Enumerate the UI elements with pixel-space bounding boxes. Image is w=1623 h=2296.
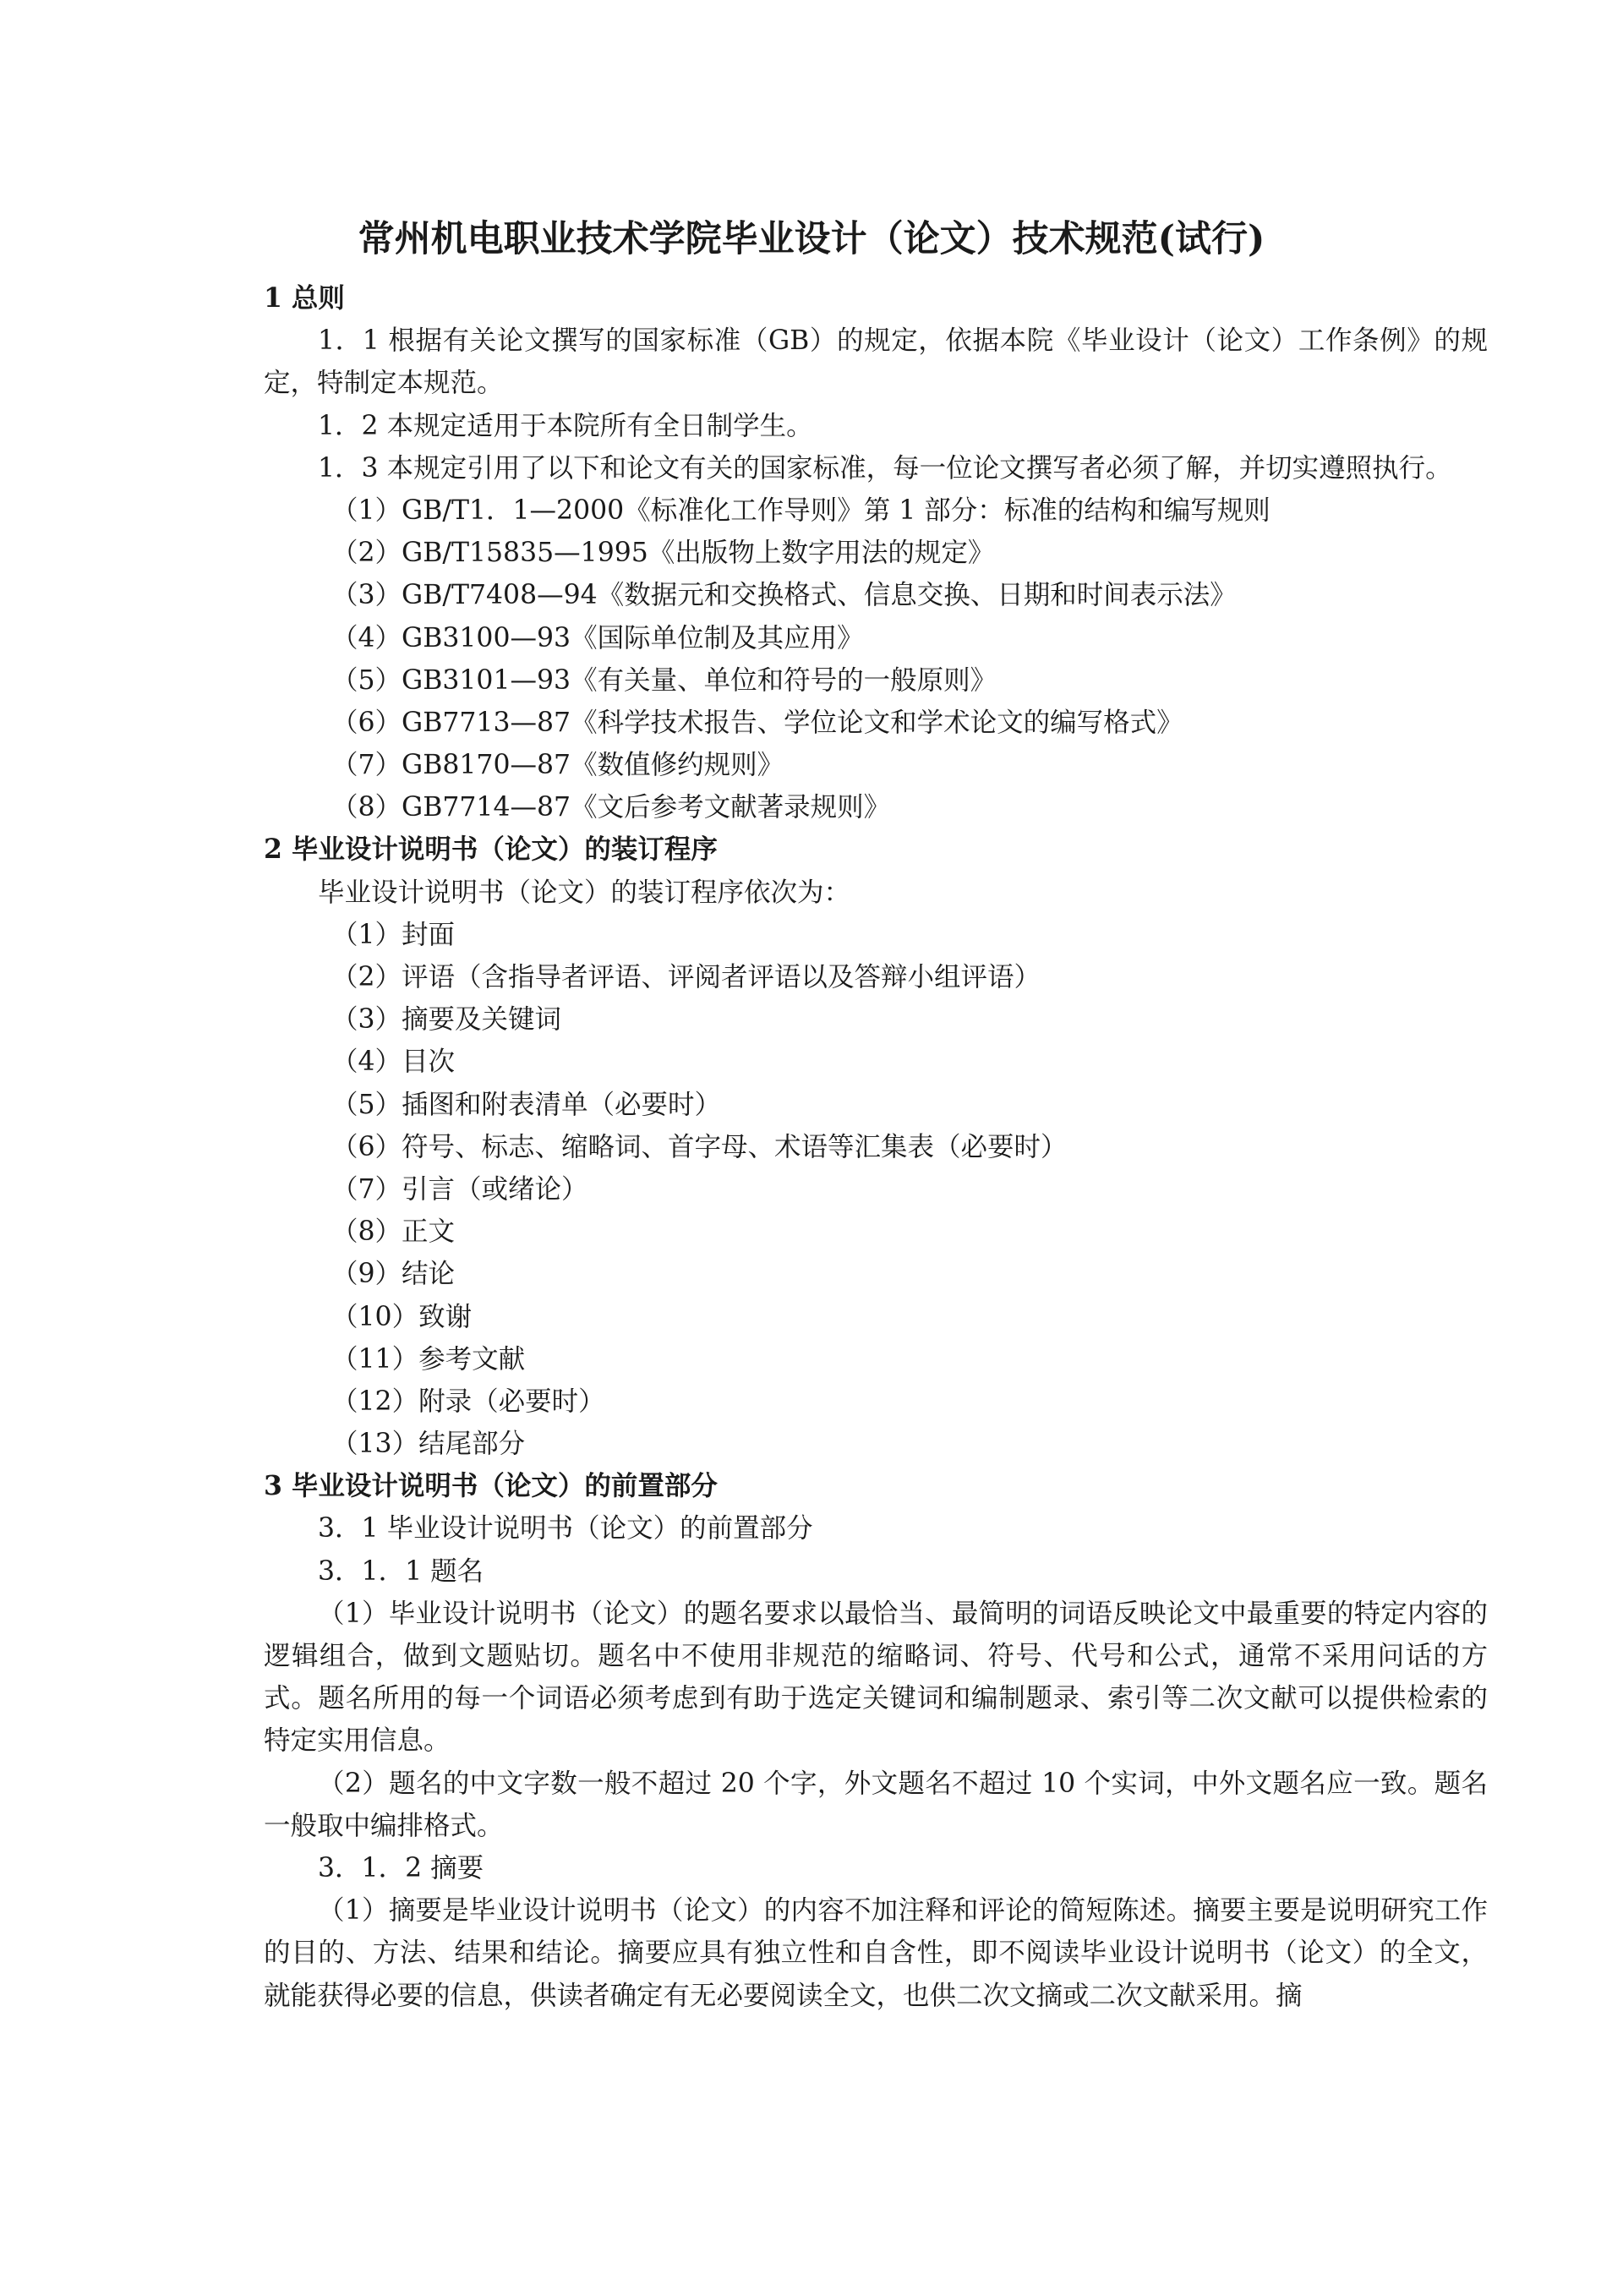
section-3-heading: 3 毕业设计说明书（论文）的前置部分: [264, 1470, 718, 1502]
binding-item: （3）摘要及关键词: [331, 1004, 562, 1036]
binding-item: （11）参考文献: [331, 1343, 526, 1375]
standard-item: （6）GB7713—87《科学技术报告、学位论文和学术论文的编写格式》: [331, 707, 1183, 738]
clause-3-1-1: 3．1．1 题名: [318, 1555, 484, 1587]
binding-item: （5）插图和附表清单（必要时）: [331, 1089, 722, 1120]
binding-item: （13）结尾部分: [331, 1429, 526, 1460]
binding-item: （10）致谢: [331, 1301, 473, 1332]
binding-item: （1）封面: [331, 919, 456, 950]
standard-item: （2）GB/T15835—1995《出版物上数字用法的规定》: [331, 538, 995, 569]
binding-item: （7）引言（或绪论）: [331, 1173, 588, 1205]
binding-item: （2）评语（含指导者评语、评阅者评语以及答辩小组评语）: [331, 962, 1041, 993]
clause-3-1: 3．1 毕业设计说明书（论文）的前置部分: [318, 1513, 813, 1544]
binding-item: （6）符号、标志、缩略词、首字母、术语等汇集表（必要时）: [331, 1131, 1068, 1162]
document-title: 常州机电职业技术学院毕业设计（论文）技术规范(试行): [358, 218, 1265, 260]
binding-item: （9）结论: [331, 1259, 456, 1290]
title-rule-paragraph-2: （2）题名的中文字数一般不超过 20 个字，外文题名不超过 10 个实词，中外文题名应一致。题名一般取中编排格式。: [264, 1768, 1488, 1841]
document-body: [264, 277, 1488, 2017]
title-rule-paragraph-1: （1）毕业设计说明书（论文）的题名要求以最恰当、最简明的词语反映论文中最重要的特定内容的逻辑组合，做到文题贴切。题名中不使用非规范的缩略词、符号、代号和公式，通常不采用问话的方式。题名所用的每一个词语必须考虑到有助于选定关键词和编制题录、索引等二次文献可以提供检索的特定实用信息。: [264, 1598, 1488, 1757]
standard-item: （1）GB/T1．1—2000《标准化工作导则》第 1 部分：标准的结构和编写规则: [331, 495, 1271, 526]
abstract-rule-paragraph-1: （1）摘要是毕业设计说明书（论文）的内容不加注释和评论的简短陈述。摘要主要是说明研究工作的目的、方法、结果和结论。摘要应具有独立性和自含性，即不阅读毕业设计说明书（论文）的全文，就能获得必要的信息，供读者确定有无必要阅读全文，也供二次文摘或二次文献采用。摘: [264, 1895, 1488, 2011]
clause-3-1-2: 3．1．2 摘要: [318, 1853, 484, 1884]
binding-item: （12）附录（必要时）: [331, 1386, 605, 1417]
binding-intro: 毕业设计说明书（论文）的装订程序依次为：: [318, 877, 851, 908]
clause-1-3: 1．3 本规定引用了以下和论文有关的国家标准，每一位论文撰写者必须了解，并切实遵照执行。: [318, 452, 1452, 484]
standard-item: （4）GB3100—93《国际单位制及其应用》: [331, 622, 864, 653]
clause-1-2: 1．2 本规定适用于本院所有全日制学生。: [318, 410, 813, 441]
standard-item: （8）GB7714—87《文后参考文献著录规则》: [331, 792, 891, 823]
binding-item: （4）目次: [331, 1047, 456, 1078]
standard-item: （3）GB/T7408—94《数据元和交换格式、信息交换、日期和时间表示法》: [331, 580, 1237, 611]
binding-item: （8）正文: [331, 1216, 456, 1248]
clause-1-1: 1．1 根据有关论文撰写的国家标准（GB）的规定，依据本院《毕业设计（论文）工作条例》的规定，特制定本规范。: [264, 325, 1488, 399]
standard-item: （5）GB3101—93《有关量、单位和符号的一般原则》: [331, 664, 997, 696]
standard-item: （7）GB8170—87《数值修约规则》: [331, 750, 784, 781]
section-1-heading: 1 总则: [264, 282, 345, 314]
section-2-heading: 2 毕业设计说明书（论文）的装订程序: [264, 834, 718, 866]
